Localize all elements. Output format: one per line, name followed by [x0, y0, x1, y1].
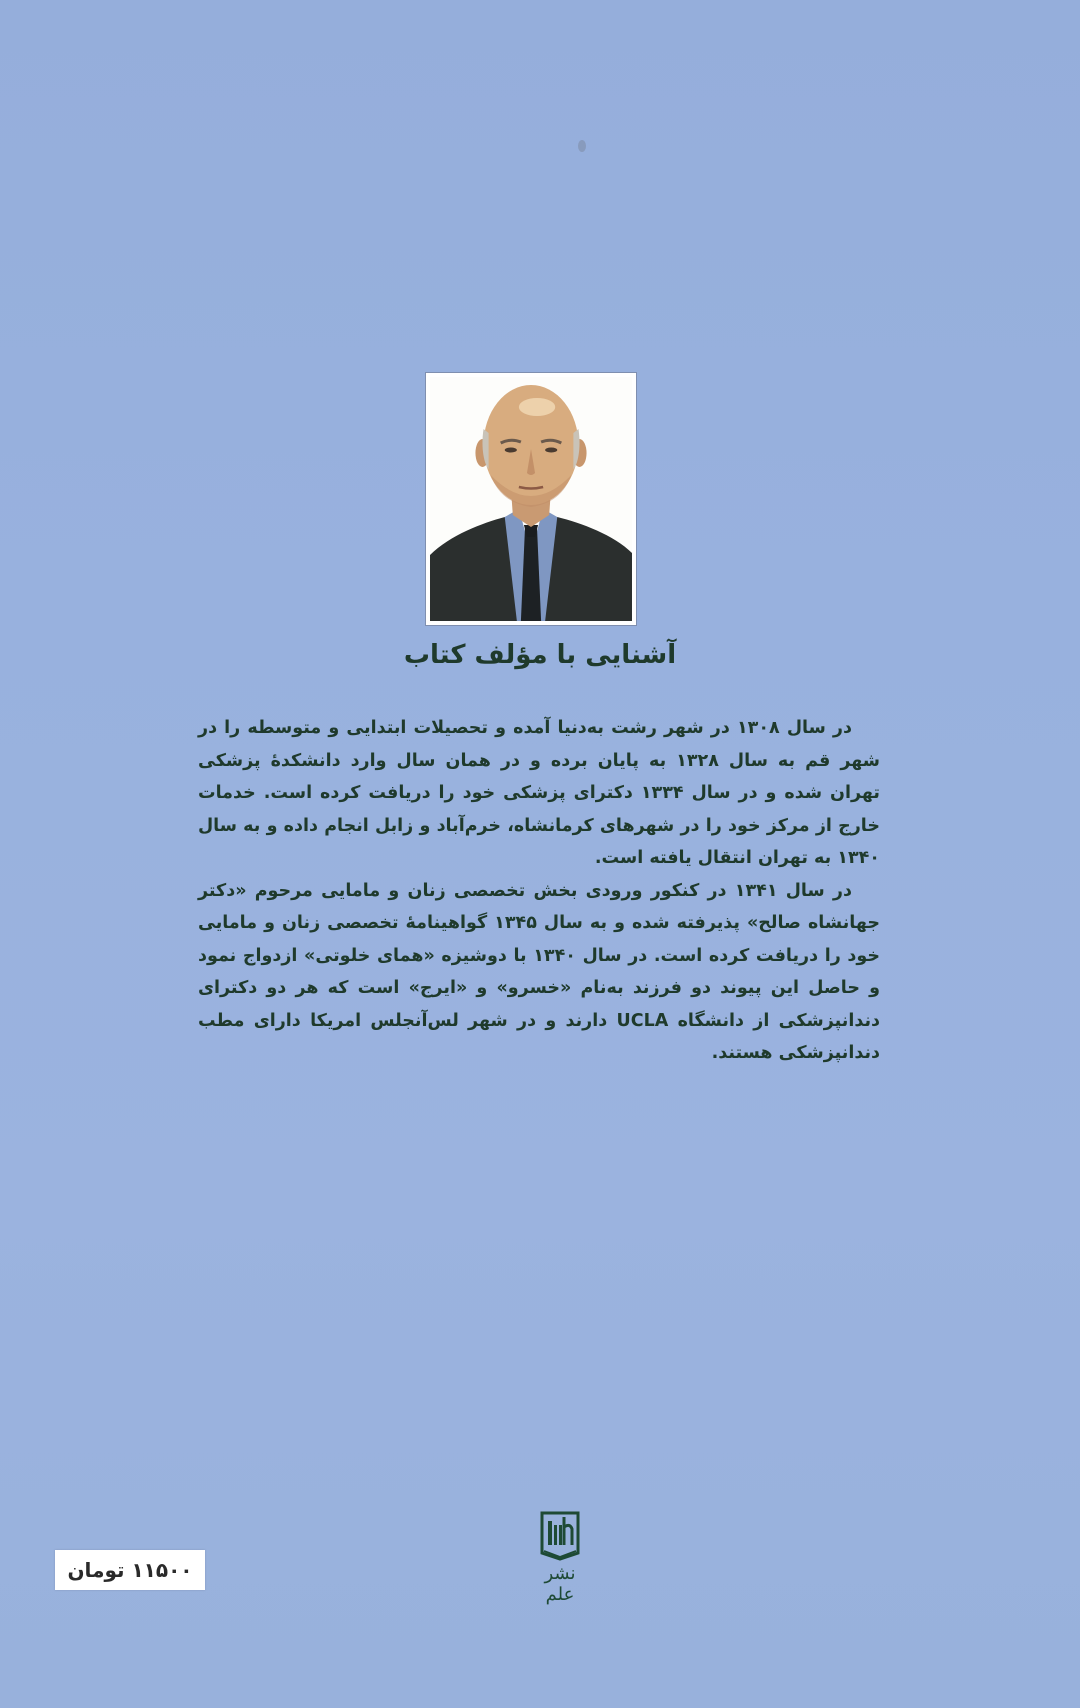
author-photo-frame [426, 373, 636, 625]
publisher-name: نشر علم [544, 1563, 576, 1605]
price-label: ۱۱۵۰۰ تومان [67, 1558, 193, 1582]
price-sticker [55, 1550, 205, 1590]
publisher-logo-icon [540, 1511, 580, 1561]
author-photo [430, 377, 632, 621]
print-speck [578, 140, 586, 152]
bio-paragraph-2: در سال ۱۳۴۱ در کنکور ورودی بخش تخصصی زنان و مامایی مرحوم «دکتر جهانشاه صالح» پذیرفته شده و به سال ۱۳۴۵ گواهینامهٔ تخصصی زنان و مامایی خود را دریافت کرده است. در سال ۱۳۴۰ با دوشیزه «همای خلوتی» ازدواج نمود و حاصل این پیوند دو فرزند به‌نام «خسرو» و «ایرج» است که هر دو دکترای دندانپزشکی از دانشگاه UCLA دارند و در شهر لس‌آنجلس امریکا دارای مطب دندانپزشکی هستند. [198, 880, 881, 1063]
bio-paragraph-1: در سال ۱۳۰۸ در شهر رشت به‌دنیا آمده و تحصیلات ابتدایی و متوسطه را در شهر قم به سال ۱۳۲۸ به پایان برده و در همان سال وارد دانشکدهٔ پزشکی تهران شده و در سال ۱۳۳۴ دکترای پزشکی خود را دریافت کرده است. خدمات خارج از مرکز خود را در شهرهای کرمانشاه، خرم‌آباد و زابل انجام داده و به سال ۱۳۴۰ به تهران انتقال یافته است. [198, 718, 880, 868]
publisher-mark [532, 1511, 588, 1607]
author-portrait-icon [430, 377, 632, 621]
about-author-heading: آشنایی با مؤلف کتاب [403, 640, 677, 670]
author-biography [198, 712, 880, 1070]
